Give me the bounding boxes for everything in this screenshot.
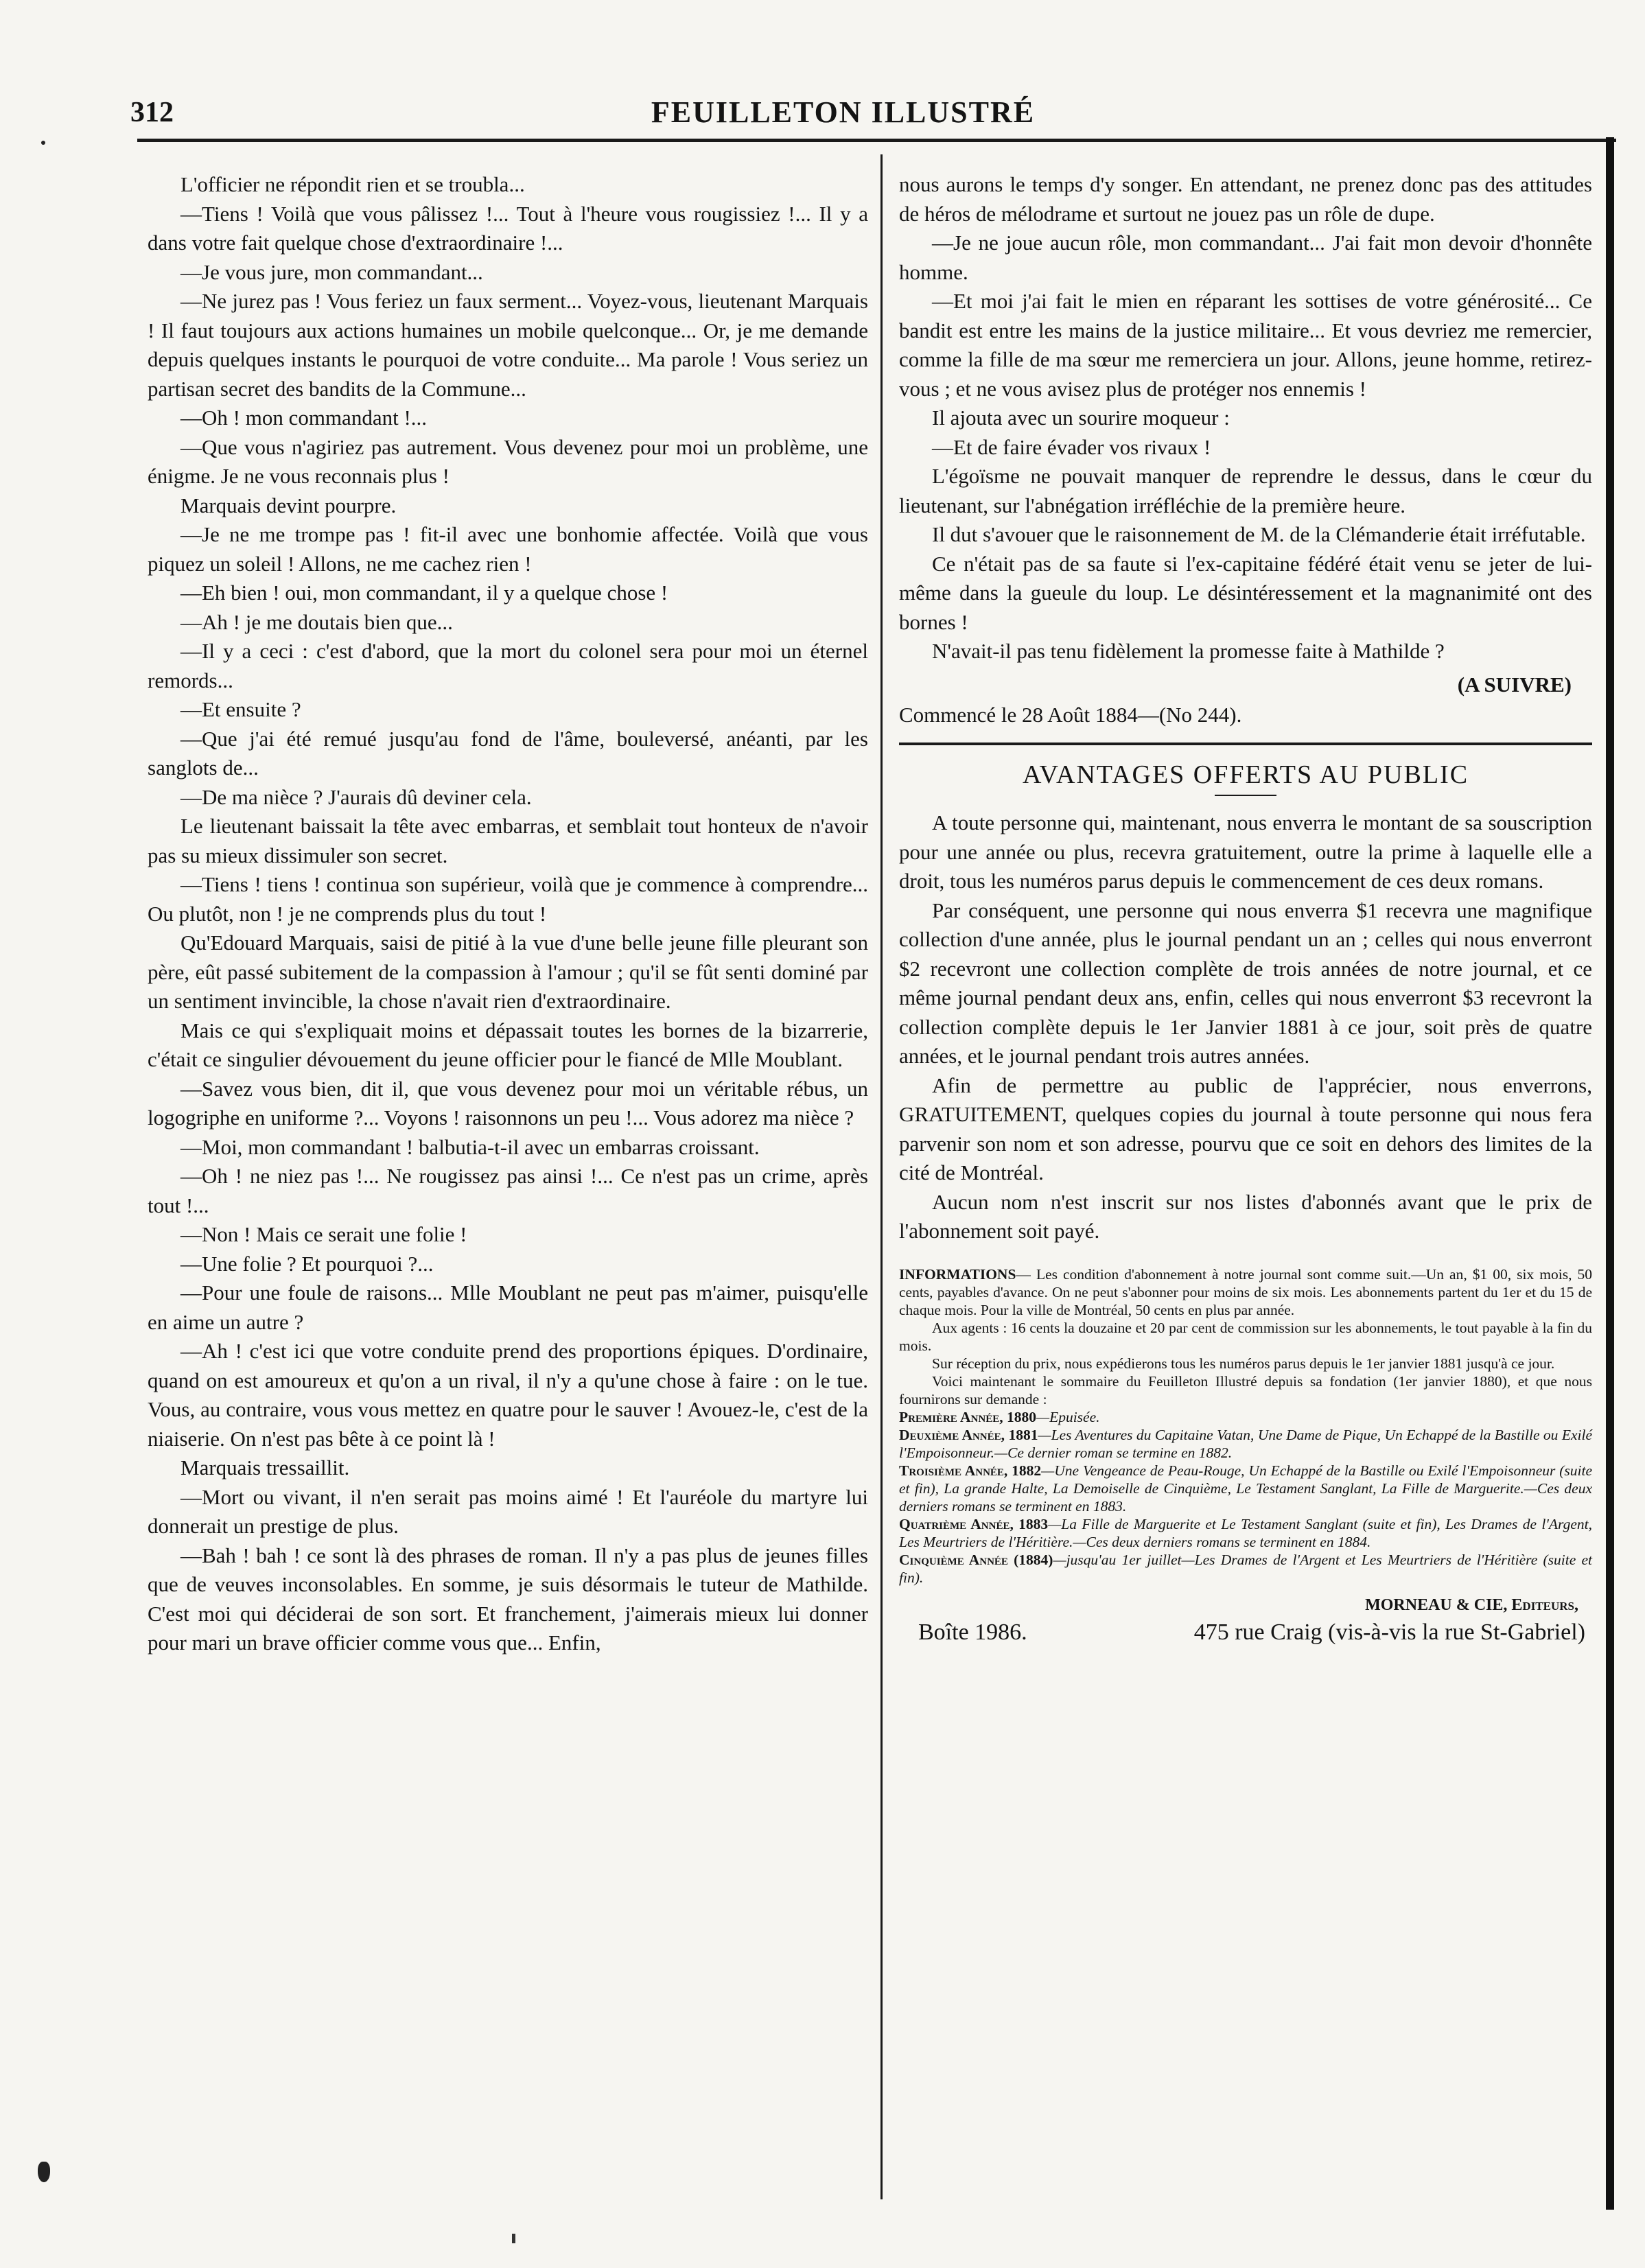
info-label: INFORMATIONS xyxy=(899,1265,1016,1283)
ink-blot xyxy=(38,2162,50,2182)
paragraph: —Oh ! mon commandant !... xyxy=(180,406,428,430)
page-number: 312 xyxy=(130,97,174,128)
paragraph: —De ma nièce ? J'aurais dû deviner cela. xyxy=(180,784,532,809)
info-line: INFORMATIONS— Les condition d'abonnement à notre journal sont comme suit.—Un an, $1 00, six mois, 50 cents, payables d'avance. On ne peut s'abonner pour moins de six mois. Les abonnements partent du 1er et du 15 de chaque mois. Pour la ville de Montréal, 50 cents en plus par année. xyxy=(899,1265,1592,1318)
paragraph: Qu'Edouard Marquais, saisi de pitié à la vue d'une belle jeune fille pleurant son père, eût passé subitement de la compassion à l'amour ; qu'il se fût senti dominé par un sentiment invincible, la chose n'avait rien d'extraordinaire. xyxy=(148,931,868,1013)
summary-entry: Première Année, 1880—Epuisée. xyxy=(899,1408,1100,1425)
paragraph: —Eh bien ! oui, mon commandant, il y a quelque chose ! xyxy=(180,581,668,605)
summary-entry: Deuxième Année, 1881—Les Aventures du Capitaine Vatan, Une Dame de Pique, Un Echappé de la Bastille ou Exilé l'Empoisonneur.—Ce dernier roman se termine en 1882. xyxy=(899,1426,1593,1461)
notice-paragraph: Afin de permettre au public de l'apprécier, nous enverrons, GRATUITEMENT, quelques copies du journal à toute personne qui nous fera parvenir son nom et son adresse, pourvu que ce soit en dehors des limites de la cité de Montréal. xyxy=(899,1073,1592,1184)
paragraph: —Ne jurez pas ! Vous feriez un faux serment... Voyez-vous, lieutenant Marquais ! Il faut toujours aux actions humaines un mobile quelconque... Or, je me demande depuis quelques instants le pourquoi de votre conduite... Ma parole ! Vous seriez un partisan secret des bandits de la Commune... xyxy=(148,289,868,401)
paragraph: —Savez vous bien, dit il, que vous devenez pour moi un véritable rébus, un logogriphe en uniforme ?... Voyons ! raisonnons un peu !... Vous adorez ma nièce ? xyxy=(148,1076,868,1130)
summary-entry: Cinquième Année (1884)—jusqu'au 1er juillet—Les Drames de l'Argent et Les Meurtriers de l'Héritière (suite et fin). xyxy=(899,1551,1592,1586)
paragraph: —Je ne me trompe pas ! fit-il avec une bonhomie affectée. Voilà que vous piquez un soleil ! Allons, ne me cachez rien ! xyxy=(148,522,868,576)
paragraph: —Bah ! bah ! ce sont là des phrases de roman. Il n'y a pas plus de jeunes filles que de veuves inconsolables. En somme, je suis désormais le tuteur de Mathilde. C'est moi qui déciderai de son sort. Et franchement, j'aimerais mieux lui donner pour mari un brave officier comme vous que... Enfin, xyxy=(148,1543,868,1655)
paragraph: —Et ensuite ? xyxy=(180,697,301,721)
paragraph: —Tiens ! tiens ! continua son supérieur, voilà que je commence à comprendre... Ou plutôt, non ! je ne comprends plus du tout ! xyxy=(148,872,868,926)
paragraph: —Il y a ceci : c'est d'abord, que la mort du colonel sera pour moi un éternel remords... xyxy=(148,639,868,692)
paragraph: —Que j'ai été remué jusqu'au fond de l'âme, bouleversé, anéanti, par les sanglots de... xyxy=(148,726,868,780)
notice-paragraph: A toute personne qui, maintenant, nous enverra le montant de sa souscription pour une année ou plus, recevra gratuitement, outre la prime à laquelle elle a droit, tous les numéros parus depuis le commencement de ces deux romans. xyxy=(899,810,1592,893)
paragraph: Le lieutenant baissait la tête avec embarras, et semblait tout honteux de n'avoir pas su mieux dissimuler son secret. xyxy=(148,814,868,867)
title-underline xyxy=(1215,795,1276,796)
left-column xyxy=(148,170,868,1658)
paragraph: Ce n'était pas de sa faute si l'ex-capitaine fédéré était venu se jeter de lui-même dans la gueule du loup. Le désintéressement et la magnanimité ont des bornes ! xyxy=(899,551,1592,634)
notice-paragraph: Aucun nom n'est inscrit sur nos listes d'abonnés avant que le prix de l'abonnement soit payé. xyxy=(899,1189,1592,1243)
street-address: 475 rue Craig (vis-à-vis la rue St-Gabriel) xyxy=(1193,1619,1585,1645)
paragraph: —Non ! Mais ce serait une folie ! xyxy=(180,1222,467,1246)
paragraph: —Pour une foule de raisons... Mlle Moublant ne peut pas m'aimer, puisqu'elle en aime un autre ? xyxy=(148,1281,868,1334)
address-line xyxy=(899,1619,1592,1645)
section-rule xyxy=(899,743,1592,745)
paragraph: Marquais devint pourpre. xyxy=(180,493,397,517)
paragraph: —Moi, mon commandant ! balbutia-t-il avec un embarras croissant. xyxy=(180,1134,760,1159)
notice-paragraph: Par conséquent, une personne qui nous enverra $1 recevra une magnifique collection d'une année, plus le journal pendant un an ; celles qui nous enverront $2 recevront une collection complète de trois années de notre journal, et ce même journal pendant deux ans, enfin, celles qui nous enverront $3 recevront la collection complète depuis le 1er Janvier 1881 à ce jour, soit près de quatre années, et le journal pendant trois autres années. xyxy=(899,898,1592,1068)
paragraph: Il ajouta avec un sourire moqueur : xyxy=(932,406,1230,430)
dateline: Commencé le 28 Août 1884—(No 244). xyxy=(899,703,1242,727)
paragraph: —Et de faire évader vos rivaux ! xyxy=(932,434,1211,459)
ink-speck xyxy=(41,141,45,145)
paragraph: Mais ce qui s'expliquait moins et dépassait toutes les bornes de la bizarrerie, c'était ce singulier dévouement du jeune officier pour le fiancé de Mlle Moublant. xyxy=(148,1018,868,1071)
right-column xyxy=(899,170,1593,1645)
paragraph: L'égoïsme ne pouvait manquer de reprendre le dessus, dans le cœur du lieutenant, sur l'abnégation irréfléchie de la première heure. xyxy=(899,464,1592,517)
paragraph: L'officier ne répondit rien et se troubla... xyxy=(180,172,525,196)
info-line: Voici maintenant le sommaire du Feuilleton Illustré depuis sa fondation (1er janvier 1880), et que nous fournirons sur demande : xyxy=(899,1372,1592,1407)
paragraph: —Je vous jure, mon commandant... xyxy=(180,259,483,284)
to-be-continued: (A SUIVRE) xyxy=(1457,672,1572,697)
paragraph: —Oh ! ne niez pas !... Ne rougissez pas ainsi !... Ce n'est pas un crime, après tout !... xyxy=(148,1164,868,1217)
paragraph: Marquais tressaillit. xyxy=(180,1456,350,1480)
summary-entry: Quatrième Année, 1883—La Fille de Marguerite et Le Testament Sanglant (suite et fin), Les Drames de l'Argent, Les Meurtriers de l'Héritière.—Ces deux derniers romans se terminent en 1884. xyxy=(899,1515,1592,1550)
paragraph: —Une folie ? Et pourquoi ?... xyxy=(180,1251,434,1276)
info-line: Aux agents : 16 cents la douzaine et 20 par cent de commission sur les abonnements, le tout payable à la fin du mois. xyxy=(899,1319,1592,1354)
paragraph: —Mort ou vivant, il n'en serait pas moins aimé ! Et l'auréole du martyre lui donnerait un prestige de plus. xyxy=(148,1484,868,1538)
paragraph: —Ah ! c'est ici que votre conduite prend des proportions épiques. D'ordinaire, quand on est amoureux et qu'on a un rival, il n'y a qu'une chose à faire : on le tue. Vous, au contraire, vous vous mettez en quatre pour le sauver ! Avouez-le, c'est de la niaiserie. On n'est pas bête à ce point là ! xyxy=(148,1339,868,1451)
paragraph: —Je ne joue aucun rôle, mon commandant... J'ai fait mon devoir d'honnête homme. xyxy=(899,231,1592,284)
info-line: Sur réception du prix, nous expédierons tous les numéros parus depuis le 1er janvier 1881 jusqu'à ce jour. xyxy=(932,1355,1555,1372)
paragraph: —Que vous n'agiriez pas autrement. Vous devenez pour moi un problème, une énigme. Je ne vous reconnais plus ! xyxy=(148,434,868,488)
information-block xyxy=(899,1265,1593,1645)
journal-title: FEUILLETON ILLUSTRÉ xyxy=(651,95,1036,129)
summary-entry: Troisième Année, 1882—Une Vengeance de Peau-Rouge, Un Echappé de la Bastille ou Exilé l'Empoisonneur (suite et fin), La grande Halte, La Demoiselle de Cinquième, Le Testament Sanglant, La Fille de Marguerite.—Ces deux derniers romans se terminent en 1883. xyxy=(899,1462,1592,1515)
notice-title: AVANTAGES OFFERTS AU PUBLIC xyxy=(1022,760,1469,789)
ink-mark xyxy=(512,2234,515,2243)
paragraph: Il dut s'avouer que le raisonnement de M. de la Clémanderie était irréfutable. xyxy=(932,522,1586,546)
paragraph: —Tiens ! Voilà que vous pâlissez !... Tout à l'heure vous rougissiez !... Il y a dans votre fait quelque chose d'extraordinaire !... xyxy=(148,201,868,255)
column-divider xyxy=(880,154,883,2199)
publisher: MORNEAU & CIE, Editeurs, xyxy=(1365,1595,1578,1614)
paragraph: —Ah ! je me doutais bien que... xyxy=(180,609,453,634)
header-rule xyxy=(137,139,1616,142)
paragraph: N'avait-il pas tenu fidèlement la promesse faite à Mathilde ? xyxy=(932,639,1445,663)
binding-edge xyxy=(1606,137,1614,2210)
postal-box: Boîte 1986. xyxy=(918,1619,1027,1645)
paragraph: nous aurons le temps d'y songer. En attendant, ne prenez donc pas des attitudes de héros de mélodrame et surtout ne jouez pas un rôle de dupe. xyxy=(899,172,1592,226)
paragraph: —Et moi j'ai fait le mien en réparant les sottises de votre générosité... Ce bandit est entre les mains de la justice militaire... Et vous devriez me remercier, comme la fille de ma sœur me remerciera un jour. Allons, jeune homme, retirez-vous ; et ne vous avisez plus de protéger nos ennemis ! xyxy=(899,289,1592,401)
